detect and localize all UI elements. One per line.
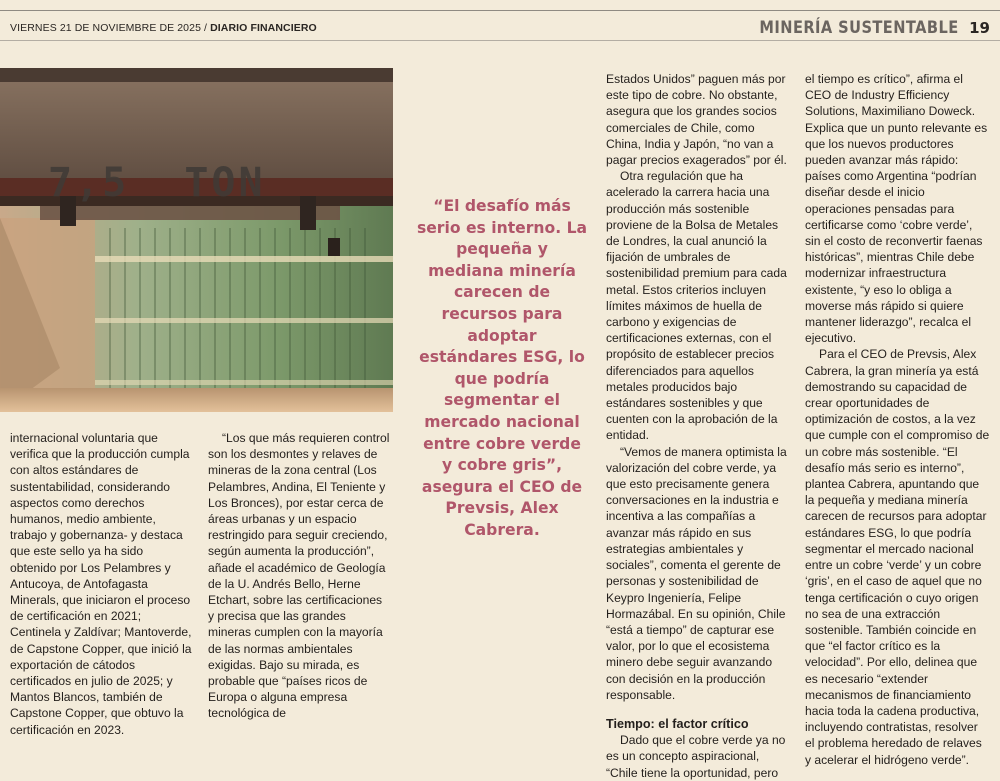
article-column-2 bbox=[208, 430, 390, 722]
page-header-left bbox=[10, 22, 317, 34]
issue-date: VIERNES 21 DE NOVIEMBRE DE 2025 bbox=[10, 22, 202, 34]
page-header-right bbox=[727, 18, 990, 38]
paragraph: Dado que el cobre verde ya no es un concepto aspiracional, “Chile tiene la oportunidad, pero bbox=[606, 733, 786, 780]
paragraph: Para el CEO de Prevsis, Alex Cabrera, la gran minería ya está demostrando su capacidad de crear oportunidades de optimización de costos, a la vez que cumple con el compromiso de un cobre más sostenible. “El desafío más serio es interno”, plantea Cabrera, apuntando que la pequeña y mediana minería carecen de recursos para adoptar estándares ESG, lo que podría segmentar el mercado nacional entre un cobre ‘verde’ y un cobre ‘gris’, en el caso de aquel que no tenga certificación o cuyo origen no sea de una extracción sostenible. También coincide en que “el factor crítico es la velocidad”. Por ello, delinea que es necesario “extender mecanismos de financiamiento hacia toda la cadena productiva, incluyendo contratistas, resolver el problema heredado de relaves y acelerar el hidrógeno verde”. bbox=[805, 347, 990, 767]
article-column-3 bbox=[606, 71, 792, 781]
paragraph: “Vemos de manera optimista la valorización del cobre verde, ya que esto precisamente genera conversaciones en la industria e incentiva a las compañías a avanzar más rápido en sus estrategias ambientales y sociales”, comenta el gerente de personas y sostenibilidad de Keypro Ingeniería, Felipe Hormazábal. En su opinión, Chile “está a tiempo” de capturar ese valor, por lo que el ecosistema minero debe seguir avanzando con decisión en la producción responsable. bbox=[606, 444, 787, 702]
publication-name: DIARIO FINANCIERO bbox=[210, 22, 317, 34]
header-separator: / bbox=[201, 22, 211, 34]
paragraph: “Los que más requieren control son los desmontes y relaves de mineras de la zona central (Los Pelambres, Andina, El Teniente y Los Bronces), por estar cerca de áreas urbanas y un espacio restringido para seguir creciendo, según aumenta la producción”, añade el académico de Geología de la U. Andrés Bello, Herne Etchart, sobre las certificaciones y precisa que las grandes mineras cumplen con la mayoría de las normas ambientales exigidas. Bajo su mirada, es probable que “países ricos de Europa o alguna empresa tecnológica de bbox=[208, 431, 390, 721]
page-number: 19 bbox=[969, 19, 990, 37]
photo-illustration bbox=[0, 68, 393, 412]
pull-quote: “El desafío más serio es interno. La pequeña y mediana minería carecen de recursos para adoptar estándares ESG, lo que podría segmentar el mercado nacional entre cobre verde y cobre gris”, asegura el CEO de Prevsis, Alex Cabrera. bbox=[416, 197, 588, 539]
header-rule bbox=[0, 40, 1000, 41]
crane-capacity-label: 7,5 TON bbox=[48, 160, 266, 206]
paragraph: el tiempo es crítico”, afirma el CEO de Industry Efficiency Solutions, Maximiliano Doweck. Explica que un punto relevante es que los nuevos productores pueden avanzar más rápido: países como Argentina “podrían diseñar desde el inicio operaciones pensadas para certificarse como ‘cobre verde’, sin el costo de reconvertir faenas históricas”, mientras Chile debe modernizar infraestructura existente, “y eso lo obliga a moverse más rápido si quiere mantener liderazgo”, recalca el ejecutivo. bbox=[805, 72, 988, 346]
top-rule bbox=[0, 10, 1000, 11]
article-column-1 bbox=[10, 430, 192, 738]
paragraph: Estados Unidos” paguen más por este tipo de cobre. No obstante, asegura que los grandes socios comerciales de Chile, como China, India y Japón, “no van a pagar precios exagerados” por él. bbox=[606, 72, 787, 168]
article-photo bbox=[0, 68, 393, 412]
paragraph: Otra regulación que ha acelerado la carrera hacia una producción más sostenible proviene de la Bolsa de Metales de Londres, la cual anunció la fijación de umbrales de sostenibilidad premium para cada metal. Estos criterios incluyen límites máximos de huella de carbono y exigencias de certificaciones externas, con el propósito de establecer precios diferenciados para aquellos metales producidos bajo estándares sostenibles y que cuenten con la aprobación de la entidad. bbox=[606, 169, 787, 443]
subheading: Tiempo: el factor crítico bbox=[606, 716, 749, 731]
article-column-4 bbox=[805, 71, 990, 768]
section-title: MINERÍA SUSTENTABLE bbox=[759, 18, 960, 38]
paragraph: internacional voluntaria que verifica que la producción cumpla con altos estándares de sustentabilidad, considerando aspectos como derechos humanos, medio ambiente, trabajo y gobernanza- y destaca que este sello ya ha sido obtenido por Los Pelambres y Antucoya, de Antofagasta Minerals, que iniciaron el proceso de certificación en 2021; Centinela y Zaldívar; Mantoverde, de Capstone Copper, que inició la exportación de cátodos certificados en julio de 2025; y Mantos Blancos, también de Capstone Copper, que obtuvo la certificación en 2023. bbox=[10, 431, 192, 737]
